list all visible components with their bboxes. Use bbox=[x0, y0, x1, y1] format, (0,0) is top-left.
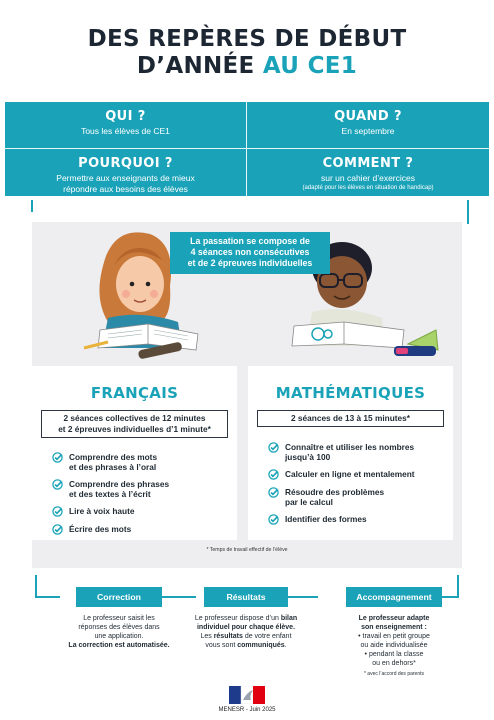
list-item bbox=[268, 487, 453, 507]
francais-card bbox=[32, 366, 237, 540]
item-line-1: Identifier des formes bbox=[285, 514, 367, 524]
list-item bbox=[52, 479, 237, 499]
resultats-l4a: vous sont bbox=[205, 642, 238, 649]
resultats-l3a: Les bbox=[200, 633, 214, 640]
resultats-l4b: communiqués bbox=[237, 642, 285, 649]
maths-title: MATHÉMATIQUES bbox=[275, 384, 426, 402]
footer-credit: MENESR - Juin 2025 bbox=[218, 707, 276, 713]
passation-line-3: et de 2 épreuves individuelles bbox=[187, 258, 313, 268]
resultats-line-4 bbox=[176, 641, 316, 650]
republique-francaise-logo-icon bbox=[229, 686, 265, 704]
resultats-l1b: bilan bbox=[280, 615, 298, 622]
francais-box-line-2: et 2 épreuves individuelles d’1 minute* bbox=[58, 424, 211, 434]
check-icon bbox=[52, 524, 63, 535]
list-item bbox=[52, 524, 237, 535]
correction-line-4: La correction est automatisée. bbox=[68, 642, 170, 649]
resultats-line-1 bbox=[176, 614, 316, 623]
qui-text: Tous les élèves de CE1 bbox=[81, 126, 170, 136]
list-item bbox=[52, 506, 237, 517]
pourquoi-heading: POURQUOI ? bbox=[78, 156, 173, 171]
comment-note: (adapté pour les élèves en situation de handicap) bbox=[302, 184, 434, 191]
info-grid bbox=[5, 102, 489, 196]
step-correction-label: Correction bbox=[76, 587, 162, 607]
list-item bbox=[268, 469, 453, 480]
check-icon bbox=[268, 487, 279, 498]
title-line-2 bbox=[0, 53, 494, 80]
maths-sessions-box bbox=[257, 410, 444, 427]
title-line-1: DES REPÈRES DE DÉBUT bbox=[87, 26, 407, 52]
accompagnement-bullet-1a: • travail en petit groupe bbox=[358, 633, 430, 640]
info-pourquoi bbox=[5, 149, 247, 196]
passation-callout bbox=[170, 232, 330, 274]
item-line-1: Connaître et utiliser les nombres bbox=[285, 442, 415, 452]
list-item bbox=[268, 514, 453, 525]
item-line-2: et des phrases à l’oral bbox=[69, 462, 157, 472]
item-line-2: et des textes à l’écrit bbox=[69, 489, 151, 499]
maths-card bbox=[248, 366, 453, 540]
step-accompagnement-label: Accompagnement bbox=[346, 587, 442, 607]
step-resultats-label: Résultats bbox=[204, 587, 288, 607]
step-accompagnement-text bbox=[326, 614, 462, 679]
check-icon bbox=[52, 479, 63, 490]
check-icon bbox=[268, 469, 279, 480]
item-line-1: Écrire des mots bbox=[69, 524, 132, 534]
pourquoi-line-2: répondre aux besoins des élèves bbox=[63, 183, 188, 194]
francais-skill-list bbox=[52, 452, 237, 535]
item-line-1: Comprendre des phrases bbox=[69, 479, 170, 489]
item-line-1: Lire à voix haute bbox=[69, 506, 135, 516]
item-line-2: par le calcul bbox=[285, 497, 333, 507]
check-icon bbox=[268, 442, 279, 453]
correction-line-1: Le professeur saisit les bbox=[83, 615, 155, 622]
quand-heading: QUAND ? bbox=[334, 109, 402, 124]
step-resultats-text bbox=[176, 614, 316, 650]
footer bbox=[0, 686, 494, 713]
pourquoi-line-1: Permettre aux enseignants de mieux bbox=[56, 173, 195, 183]
accompagnement-note: * avec l’accord des parents bbox=[363, 671, 425, 677]
francais-sessions-box bbox=[41, 410, 228, 438]
resultats-line-3 bbox=[176, 632, 316, 641]
title-line-2-main: D’ANNÉE bbox=[136, 53, 263, 79]
qui-heading: QUI ? bbox=[105, 109, 146, 124]
comment-heading: COMMENT ? bbox=[322, 156, 414, 171]
resultats-l3b: résultats bbox=[213, 633, 243, 640]
check-icon bbox=[52, 452, 63, 463]
correction-line-3: une application. bbox=[94, 633, 144, 640]
resultats-l1a: Le professeur dispose d’un bbox=[194, 615, 281, 622]
passation-line-1: La passation se compose de bbox=[190, 236, 310, 246]
resultats-l4c: . bbox=[284, 642, 287, 649]
footnote: * Temps de travail effectif de l’élève bbox=[206, 547, 288, 553]
maths-skill-list bbox=[268, 442, 453, 525]
pourquoi-text bbox=[5, 173, 246, 194]
comment-text: sur un cahier d’exercices bbox=[320, 173, 415, 183]
info-comment bbox=[247, 149, 489, 196]
accompagnement-bullet-1b: ou aide individualisée bbox=[360, 642, 428, 649]
francais-title: FRANÇAIS bbox=[90, 384, 179, 402]
correction-line-2: réponses des élèves dans bbox=[78, 624, 160, 631]
title-line-2-accent: AU CE1 bbox=[262, 53, 358, 79]
passation-line-2: 4 séances non consécutives bbox=[190, 247, 310, 257]
maths-box-line-1: 2 séances de 13 à 15 minutes* bbox=[291, 413, 410, 423]
list-item bbox=[52, 452, 237, 472]
list-item bbox=[268, 442, 453, 462]
francais-box-line-1: 2 séances collectives de 12 minutes bbox=[63, 413, 206, 423]
item-line-1: Résoudre des problèmes bbox=[285, 487, 385, 497]
accompagnement-bullet-2b: ou en dehors* bbox=[372, 660, 416, 667]
check-icon bbox=[52, 506, 63, 517]
item-line-2: jusqu’à 100 bbox=[285, 452, 331, 462]
item-line-1: Comprendre des mots bbox=[69, 452, 158, 462]
check-icon bbox=[268, 514, 279, 525]
step-correction-text bbox=[44, 614, 194, 650]
item-line-1: Calculer en ligne et mentalement bbox=[285, 469, 415, 479]
resultats-l3c: de votre enfant bbox=[242, 633, 292, 640]
resultats-line-2: individuel pour chaque élève. bbox=[196, 624, 296, 631]
quand-text: En septembre bbox=[341, 126, 395, 136]
accompagnement-line-1: Le professeur adapte bbox=[358, 615, 430, 622]
info-quand bbox=[247, 102, 489, 149]
page-title bbox=[0, 26, 494, 80]
accompagnement-line-2: son enseignement : bbox=[361, 624, 427, 631]
info-qui bbox=[5, 102, 247, 149]
accompagnement-bullet-2a: • pendant la classe bbox=[364, 651, 424, 658]
